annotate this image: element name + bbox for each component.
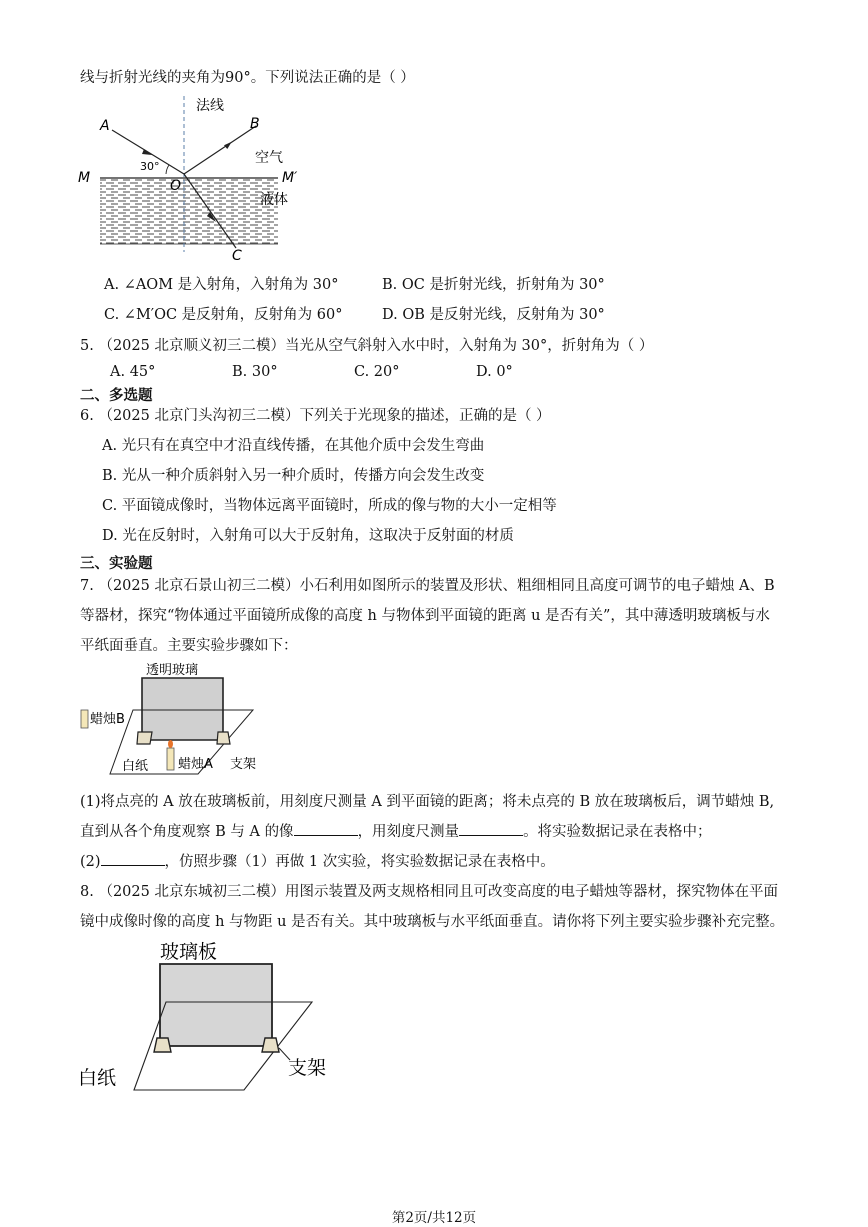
- stand-label: 支架: [288, 1057, 327, 1079]
- stand-left: [137, 732, 152, 744]
- refraction-diagram: [70, 92, 320, 264]
- q6-option-c: C. 平面镜成像时，当物体远离平面镜时，所成的像与物的大小一定相等: [102, 498, 557, 514]
- liquid-label: 液体: [260, 192, 288, 208]
- ray-OB: [184, 126, 256, 174]
- paper-label: 白纸: [122, 759, 149, 774]
- question-7-line-1: 7. （2025 北京石景山初三二模）小石利用如图所示的装置及形状、粗细相同且高度可调节的电子蜡烛 A、B: [80, 578, 775, 594]
- option-b: B. OC 是折射光线，折射角为 30°: [382, 277, 605, 293]
- option-d: D. OB 是反射光线，反射角为 30°: [382, 307, 605, 323]
- label-B: B: [250, 116, 260, 132]
- answer-blank-3[interactable]: [101, 851, 165, 866]
- question-8-line-2: 镜中成像时像的高度 h 与物距 u 是否有关。其中玻璃板与水平纸面垂直。请你将下列主要实验步骤补充完整。: [80, 914, 785, 930]
- label-A: A: [100, 118, 110, 134]
- mirror-experiment-diagram-1: [78, 660, 278, 778]
- air-label: 空气: [255, 150, 283, 166]
- stand-right: [217, 732, 230, 744]
- answer-blank-1[interactable]: [294, 821, 358, 836]
- normal-label: 法线: [196, 98, 224, 114]
- stand-label: 支架: [230, 757, 257, 772]
- question-continuation: 线与折射光线的夹角为90°。下列说法正确的是（ ）: [80, 70, 415, 86]
- glass-label: 玻璃板: [160, 941, 218, 963]
- label-M-prime: M′: [282, 170, 298, 186]
- glass-plate: [160, 964, 272, 1046]
- stand-left: [154, 1038, 171, 1052]
- question-5-stem: 5. （2025 北京顺义初三二模）当光从空气斜射入水中时，入射角为 30°，折射角为（ ）: [80, 338, 654, 354]
- question-6-stem: 6. （2025 北京门头沟初三二模）下列关于光现象的描述，正确的是（ ）: [80, 408, 551, 424]
- paper-label: 白纸: [78, 1067, 117, 1089]
- section-heading-experiment: 三、实验题: [80, 556, 153, 572]
- mirror-experiment-diagram-2: [74, 936, 344, 1096]
- glass-label: 透明玻璃: [146, 663, 199, 678]
- q7-step-1-line-1: (1)将点亮的 A 放在玻璃板前，用刻度尺测量 A 到平面镜的距离；将未点亮的 B 放在玻璃板后，调节蜡烛 B,: [80, 794, 775, 810]
- option-a: A. ∠AOM 是入射角，入射角为 30°: [104, 277, 339, 293]
- q6-option-d: D. 光在反射时，入射角可以大于反射角，这取决于反射面的材质: [102, 528, 514, 544]
- candle-b: [81, 710, 88, 728]
- candle-a: [167, 748, 174, 770]
- section-heading-multiple-choice: 二、多选题: [80, 388, 153, 404]
- angle-label: 30°: [140, 160, 160, 173]
- label-M: M: [78, 170, 91, 186]
- q5-option-d: D. 0°: [476, 364, 513, 380]
- label-C: C: [232, 248, 242, 264]
- question-8-line-1: 8. （2025 北京东城初三二模）用图示装置及两支规格相同且可改变高度的电子蜡烛等器材，探究物体在平面: [80, 884, 778, 900]
- candle-a-label: 蜡烛A: [178, 757, 213, 772]
- liquid-region: [100, 178, 278, 244]
- q6-option-a: A. 光只有在真空中才沿直线传播，在其他介质中会发生弯曲: [102, 438, 485, 454]
- q7-step-1-line-2: 直到从各个角度观察 B 与 A 的像 ，用刻度尺测量 。将实验数据记录在表格中；: [80, 820, 712, 841]
- label-O: O: [170, 178, 182, 194]
- q5-option-c: C. 20°: [354, 364, 400, 380]
- page-number: 第2页/共12页: [391, 1210, 477, 1226]
- q7-step-2: (2) ，仿照步骤（1）再做 1 次实验，将实验数据记录在表格中。: [80, 850, 555, 871]
- question-7-line-2: 等器材，探究“物体通过平面镜所成像的高度 h 与物体到平面镜的距离 u 是否有关”，其中薄透明玻璃板与水: [80, 608, 770, 624]
- answer-blank-2[interactable]: [459, 821, 523, 836]
- question-7-line-3: 平纸面垂直。主要实验步骤如下：: [80, 638, 298, 654]
- q5-option-a: A. 45°: [110, 364, 156, 380]
- q6-option-b: B. 光从一种介质斜射入另一种介质时，传播方向会发生改变: [102, 468, 485, 484]
- q5-option-b: B. 30°: [232, 364, 278, 380]
- flame-icon: [168, 740, 173, 748]
- option-c: C. ∠M′OC 是反射角，反射角为 60°: [104, 307, 343, 323]
- candle-b-label: 蜡烛B: [90, 712, 125, 727]
- stand-right: [262, 1038, 279, 1052]
- glass-plate: [142, 678, 223, 740]
